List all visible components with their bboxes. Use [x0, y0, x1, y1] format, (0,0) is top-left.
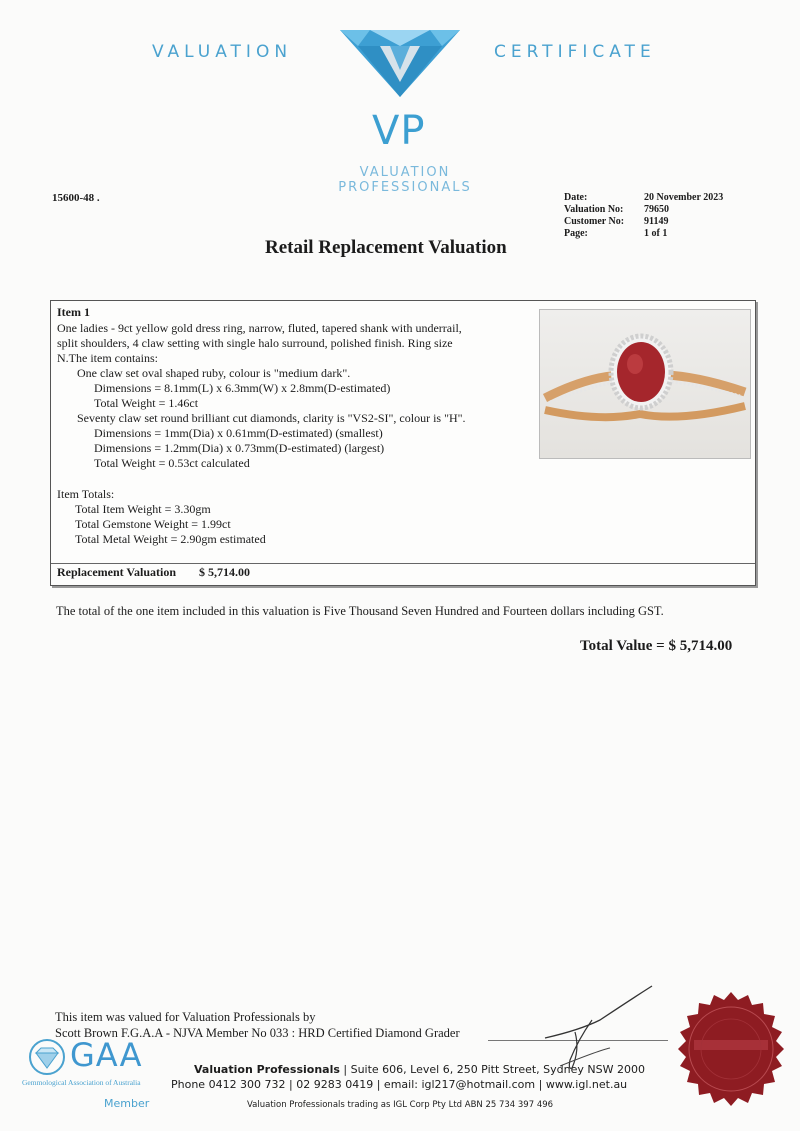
ruby-description: One claw set oval shaped ruby, colour is "medium dark".: [77, 366, 351, 380]
company-address: | Suite 606, Level 6, 250 Pitt Street, Sydney NSW 2000: [339, 1063, 645, 1076]
gaa-diamond-icon: [26, 1038, 68, 1076]
meta-value: 79650: [644, 204, 669, 215]
meta-value: 1 of 1: [644, 228, 668, 239]
reference-number: 15600-48 .: [52, 192, 100, 204]
diamond-description: Seventy claw set round brilliant cut diamonds, clarity is "VS2-SI", colour is "H".: [77, 411, 466, 425]
diamond-logo-icon: [330, 22, 470, 102]
diamond-weight: Total Weight = 0.53ct calculated: [94, 456, 250, 470]
signature-icon: [540, 980, 660, 1070]
company-address-line: [194, 1063, 645, 1076]
total-value: Total Value = $ 5,714.00: [580, 638, 733, 654]
header-certificate-word: CERTIFICATE: [494, 42, 656, 62]
page-title: Retail Replacement Valuation: [265, 237, 507, 258]
valuer-line: Scott Brown F.G.A.A - NJVA Member No 033 : HRD Certified Diamond Grader: [55, 1026, 460, 1040]
total-gemstone-weight: Total Gemstone Weight = 1.99ct: [75, 517, 231, 531]
red-seal-icon: [672, 990, 790, 1108]
trading-line: Valuation Professionals trading as IGL Corp Pty Ltd ABN 25 734 397 496: [247, 1100, 554, 1110]
replacement-valuation-label: Replacement Valuation: [57, 565, 177, 579]
summary-text: The total of the one item included in this valuation is Five Thousand Seven Hundred and Fourteen dollars including GST.: [56, 604, 664, 618]
gaa-subtitle: Gemmological Association of Australia: [22, 1078, 141, 1087]
logo-sub-professionals: PROFESSIONALS: [338, 180, 472, 195]
company-name: Valuation Professionals: [194, 1063, 340, 1076]
meta-label: Valuation No:: [564, 204, 624, 215]
total-metal-weight: Total Metal Weight = 2.90gm estimated: [75, 532, 266, 546]
ruby-dimensions: Dimensions = 8.1mm(L) x 6.3mm(W) x 2.8mm(D-estimated): [94, 381, 391, 395]
meta-value: 91149: [644, 216, 669, 227]
logo-sub-valuation: VALUATION: [359, 165, 451, 180]
header-valuation-word: VALUATION: [152, 42, 293, 62]
meta-label: Date:: [564, 192, 588, 203]
diamond-dimensions-smallest: Dimensions = 1mm(Dia) x 0.61mm(D-estimated) (smallest): [94, 426, 383, 440]
meta-label: Page:: [564, 228, 588, 239]
gaa-member-label: Member: [104, 1097, 150, 1110]
valued-for-line: This item was valued for Valuation Professionals by: [55, 1010, 316, 1024]
replacement-divider: [51, 563, 755, 564]
diamond-dimensions-largest: Dimensions = 1.2mm(Dia) x 0.73mm(D-estimated) (largest): [94, 441, 385, 455]
meta-block: [564, 192, 723, 240]
meta-value: 20 November 2023: [644, 192, 724, 203]
item-heading: Item 1: [57, 305, 90, 319]
item-desc-line: N.The item contains:: [57, 351, 158, 365]
item-desc-line: One ladies - 9ct yellow gold dress ring, narrow, fluted, tapered shank with underrail,: [57, 321, 462, 335]
item-desc-line: split shoulders, 4 claw setting with single halo surround, polished finish. Ring size: [57, 336, 453, 350]
ruby-weight: Total Weight = 1.46ct: [94, 396, 199, 410]
vp-logo-text: VP: [372, 108, 426, 154]
total-item-weight: Total Item Weight = 3.30gm: [75, 502, 211, 516]
ring-image-icon: [540, 310, 750, 458]
company-contact-line: Phone 0412 300 732 | 02 9283 0419 | email: igl217@hotmail.com | www.igl.net.au: [171, 1078, 628, 1091]
meta-label: Customer No:: [564, 216, 625, 227]
item-box: [50, 300, 756, 586]
vp-logo-subtitle: [330, 165, 480, 195]
item-totals-heading: Item Totals:: [57, 487, 115, 501]
ring-photo: [539, 309, 751, 459]
replacement-valuation-value: $ 5,714.00: [199, 565, 250, 579]
gaa-logo-text: GAA: [70, 1036, 143, 1074]
